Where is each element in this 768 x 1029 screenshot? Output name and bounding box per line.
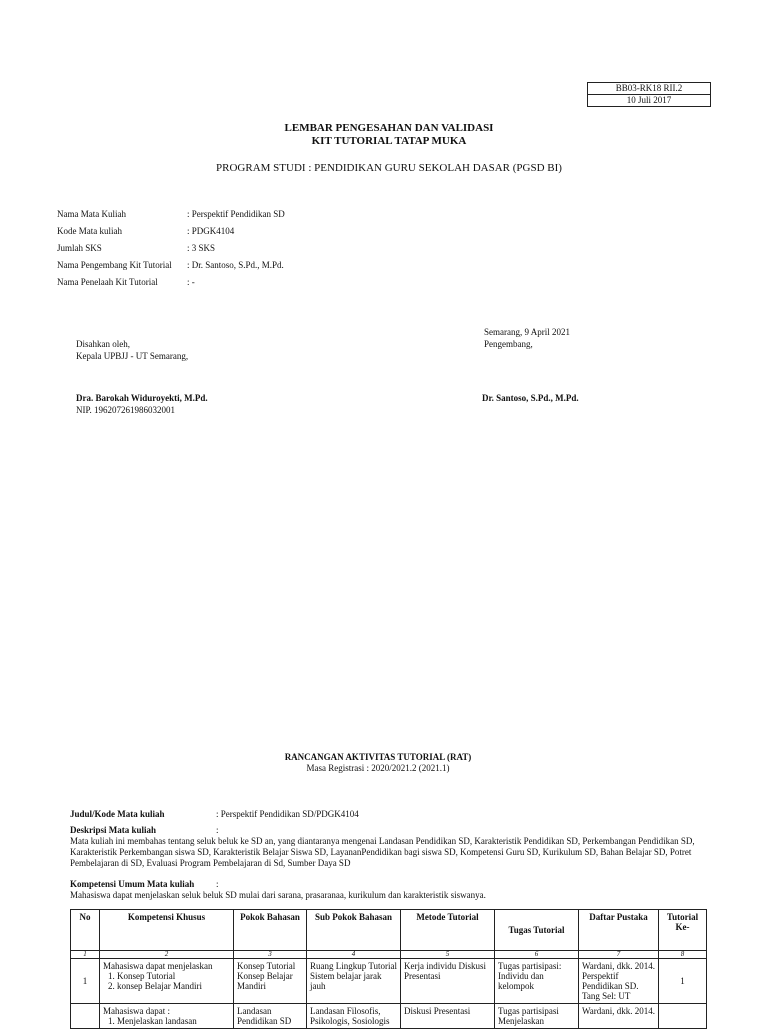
kompetensi-text: Mahasiswa dapat menjelaskan seluk beluk SD mulai dari sarana, prasaranaa, kurikulum dan karakteristik siswanya. xyxy=(70,890,486,900)
kompetensi-colon: : xyxy=(216,879,219,889)
field-kode-mk xyxy=(57,225,457,239)
table-row xyxy=(71,959,707,1004)
col-number: 6 xyxy=(495,951,579,959)
head-nip: NIP. 196207261986032001 xyxy=(76,405,176,415)
cell-tutorial-ke: 1 xyxy=(659,959,707,1004)
cell-metode: Diskusi Presentasi xyxy=(401,1004,495,1029)
field-value: : - xyxy=(187,277,195,287)
cell-metode: Kerja individu Diskusi Presentasi xyxy=(401,959,495,1004)
rat-masa: Masa Registrasi : 2020/2021.2 (2021.1) xyxy=(306,763,450,773)
kompetensi-item: 2. konsep Belajar Mandiri xyxy=(117,981,230,991)
head-role: Kepala UPBJJ - UT Semarang, xyxy=(76,351,189,361)
col-number: 4 xyxy=(307,951,401,959)
cell-pustaka: Wardani, dkk. 2014. Perspektif Pendidikan SD. Tang Sel: UT xyxy=(579,959,659,1004)
developer-name: Dr. Santoso, S.Pd., M.Pd. xyxy=(482,393,579,403)
field-label: Jumlah SKS xyxy=(57,243,102,253)
cell-pokok: Landasan Pendidikan SD xyxy=(234,1004,307,1029)
form-code: BB03-RK18 RII.2 xyxy=(615,83,683,93)
col-header-pokok: Pokok Bahasan xyxy=(234,910,307,951)
col-number: 5 xyxy=(401,951,495,959)
kompetensi-label: Kompetensi Umum Mata kuliah xyxy=(70,879,195,889)
col-header-metode: Metode Tutorial xyxy=(401,910,495,951)
field-label: Kode Mata kuliah xyxy=(57,226,122,236)
field-value: : Perspektif Pendidikan SD xyxy=(187,209,285,219)
approval-subtitle: KIT TUTORIAL TATAP MUKA xyxy=(311,135,467,147)
table-row xyxy=(71,1004,707,1029)
deskripsi-label: Deskripsi Mata kuliah xyxy=(70,825,157,835)
cell-pokok: Konsep Tutorial Konsep Belajar Mandiri xyxy=(234,959,307,1004)
field-label: Nama Mata Kuliah xyxy=(57,209,126,219)
field-value: : PDGK4104 xyxy=(187,226,235,236)
cell-tugas: Tugas partisipasi: Individu dan kelompok xyxy=(495,959,579,1004)
cell-kompetensi xyxy=(100,1004,234,1029)
cell-tugas: Tugas partisipasi Menjelaskan xyxy=(495,1004,579,1029)
field-value: : Dr. Santoso, S.Pd., M.Pd. xyxy=(187,260,284,270)
cell-no xyxy=(71,1004,100,1029)
col-header-pustaka: Daftar Pustaka xyxy=(579,910,659,951)
column-number-row xyxy=(71,951,707,959)
kompetensi-intro: Mahasiswa dapat menjelaskan xyxy=(103,961,213,971)
col-header-tutorial-ke: Tutorial Ke- xyxy=(659,910,707,951)
cell-no: 1 xyxy=(71,959,100,1004)
cell-kompetensi xyxy=(100,959,234,1004)
field-penelaah xyxy=(57,276,457,290)
head-name: Dra. Barokah Widuroyekti, M.Pd. xyxy=(76,393,208,403)
col-number: 2 xyxy=(100,951,234,959)
cell-tutorial-ke xyxy=(659,1004,707,1029)
approval-title: LEMBAR PENGESAHAN DAN VALIDASI xyxy=(284,122,494,134)
cell-sub-pokok: Ruang Lingkup Tutorial Sistem belajar jarak jauh xyxy=(307,959,401,1004)
cell-sub-pokok: Landasan Filosofis, Psikologis, Sosiologis xyxy=(307,1004,401,1029)
judul-value: : Perspektif Pendidikan SD/PDGK4104 xyxy=(216,809,359,819)
col-number: 3 xyxy=(234,951,307,959)
kompetensi-item: 1. Menjelaskan landasan xyxy=(117,1016,230,1026)
kompetensi-intro: Mahasiswa dapat : xyxy=(103,1006,170,1016)
approved-by: Disahkan oleh, xyxy=(76,339,130,349)
rat-table xyxy=(70,909,707,1029)
judul-label: Judul/Kode Mata kuliah xyxy=(70,809,165,819)
deskripsi-colon: : xyxy=(216,825,219,835)
rat-title: RANCANGAN AKTIVITAS TUTORIAL (RAT) xyxy=(284,752,472,762)
form-code-box xyxy=(587,82,711,107)
place-date: Semarang, 9 April 2021 xyxy=(484,327,570,337)
col-header-no: No xyxy=(71,910,100,951)
field-pengembang xyxy=(57,259,457,273)
field-value: : 3 SKS xyxy=(187,243,216,253)
kompetensi-item: 1. Konsep Tutorial xyxy=(117,971,230,981)
col-header-sub-pokok: Sub Pokok Bahasan xyxy=(307,910,401,951)
col-number: 8 xyxy=(659,951,707,959)
field-label: Nama Penelaah Kit Tutorial xyxy=(57,277,158,287)
program-line: PROGRAM STUDI : PENDIDIKAN GURU SEKOLAH DASAR (PGSD BI) xyxy=(216,162,562,174)
col-header-kompetensi: Kompetensi Khusus xyxy=(100,910,234,951)
field-jumlah-sks xyxy=(57,242,457,256)
field-label: Nama Pengembang Kit Tutorial xyxy=(57,260,172,270)
cell-pustaka: Wardani, dkk. 2014. xyxy=(579,1004,659,1029)
table-header-row xyxy=(71,910,707,951)
col-number: 7 xyxy=(579,951,659,959)
form-date: 10 Juli 2017 xyxy=(588,94,710,106)
deskripsi-text: Mata kuliah ini membahas tentang seluk beluk ke SD an, yang diantaranya mengenai Landasan Pendidikan SD, Karakteristik Pendidikan SD, Perkembangan Pendidikan SD, Karakteristik Perkembangan siswa SD, Karakteristik Belajar Siswa SD, LayananPendidikan bagi siswa SD, Kompetensi Guru SD, Kurikulum SD, Bahan Belajar SD, Potret Pembelajaran di SD, Evaluasi Program Pembelajaran di Sd, Sumber Daya SD xyxy=(70,836,695,868)
field-nama-mk xyxy=(57,208,457,222)
col-header-tugas: Tugas Tutorial xyxy=(495,910,579,951)
col-number: 1 xyxy=(71,951,100,959)
developer-role: Pengembang, xyxy=(484,339,533,349)
